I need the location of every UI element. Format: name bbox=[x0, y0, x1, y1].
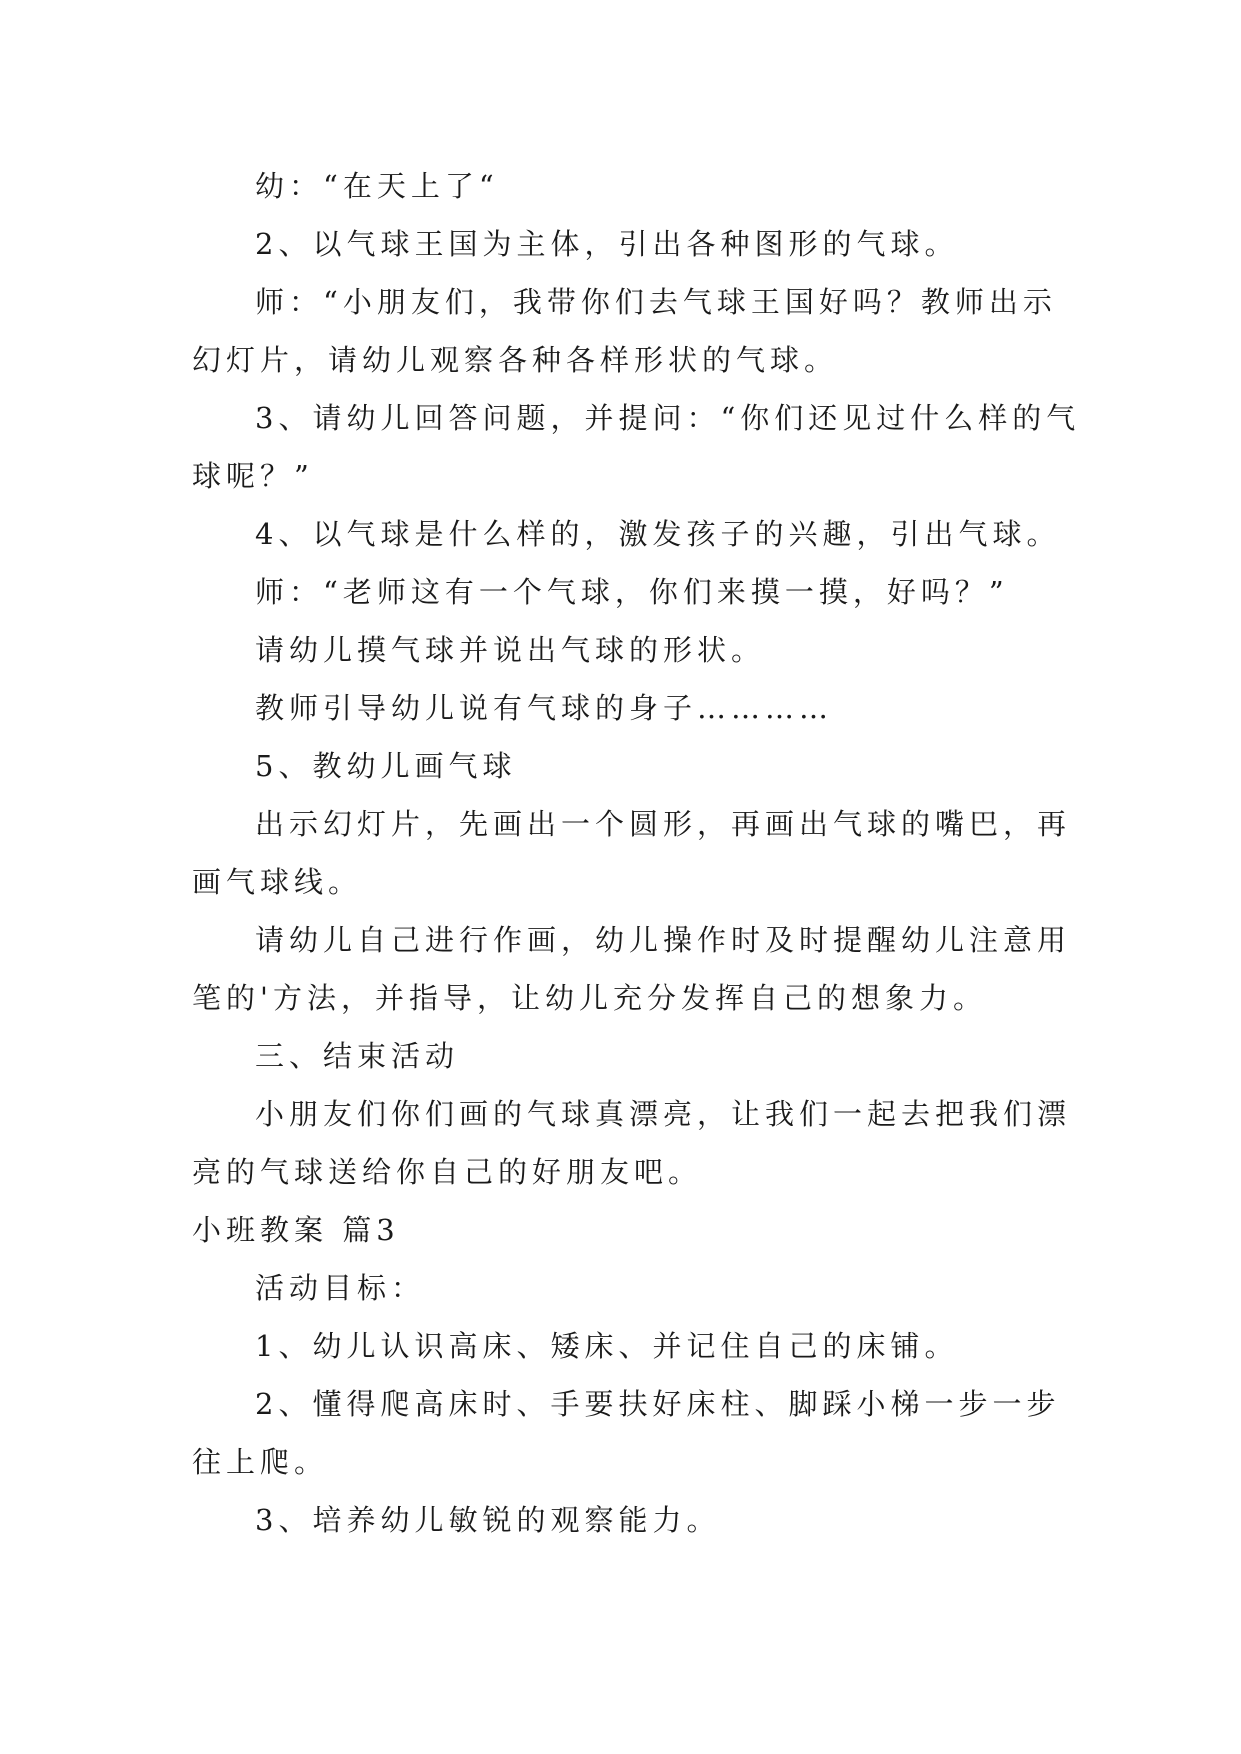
paragraph-line: 4、以气球是什么样的，激发孩子的兴趣，引出气球。 bbox=[255, 517, 1061, 551]
section-heading: 活动目标： bbox=[255, 1271, 426, 1305]
paragraph-line: 2、懂得爬高床时、手要扶好床柱、脚踩小梯一步一步 bbox=[255, 1387, 1061, 1421]
paragraph-line: 师：“小朋友们，我带你们去气球王国好吗？教师出示 bbox=[255, 285, 1057, 319]
paragraph-line: 3、请幼儿回答问题，并提问：“你们还见过什么样的气 bbox=[255, 401, 1081, 435]
paragraph-line: 笔的'方法，并指导，让幼儿充分发挥自己的想象力。 bbox=[192, 981, 987, 1015]
paragraph-line: 幼：“在天上了“ bbox=[255, 169, 499, 203]
paragraph-line: 幻灯片，请幼儿观察各种各样形状的气球。 bbox=[192, 343, 839, 377]
paragraph-line: 3、培养幼儿敏锐的观察能力。 bbox=[255, 1503, 721, 1537]
paragraph-line: 师：“老师这有一个气球，你们来摸一摸，好吗？” bbox=[255, 575, 1009, 609]
paragraph-line: 画气球线。 bbox=[192, 865, 363, 899]
paragraph-line: 亮的气球送给你自己的好朋友吧。 bbox=[192, 1155, 703, 1189]
paragraph-line: 教师引导幼儿说有气球的身子………… bbox=[255, 691, 834, 725]
paragraph-line: 往上爬。 bbox=[192, 1445, 329, 1479]
section-heading: 三、结束活动 bbox=[255, 1039, 460, 1073]
paragraph-line: 5、教幼儿画气球 bbox=[255, 749, 517, 783]
article-title: 小班教案 篇3 bbox=[192, 1213, 400, 1247]
paragraph-line: 请幼儿自己进行作画，幼儿操作时及时提醒幼儿注意用 bbox=[255, 923, 1072, 957]
paragraph-line: 小朋友们你们画的气球真漂亮，让我们一起去把我们漂 bbox=[255, 1097, 1072, 1131]
paragraph-line: 出示幻灯片，先画出一个圆形，再画出气球的嘴巴，再 bbox=[255, 807, 1072, 841]
paragraph-line: 球呢？” bbox=[192, 459, 314, 493]
paragraph-line: 请幼儿摸气球并说出气球的形状。 bbox=[255, 633, 766, 667]
paragraph-line: 2、以气球王国为主体，引出各种图形的气球。 bbox=[255, 227, 959, 261]
paragraph-line: 1、幼儿认识高床、矮床、并记住自己的床铺。 bbox=[255, 1329, 959, 1363]
